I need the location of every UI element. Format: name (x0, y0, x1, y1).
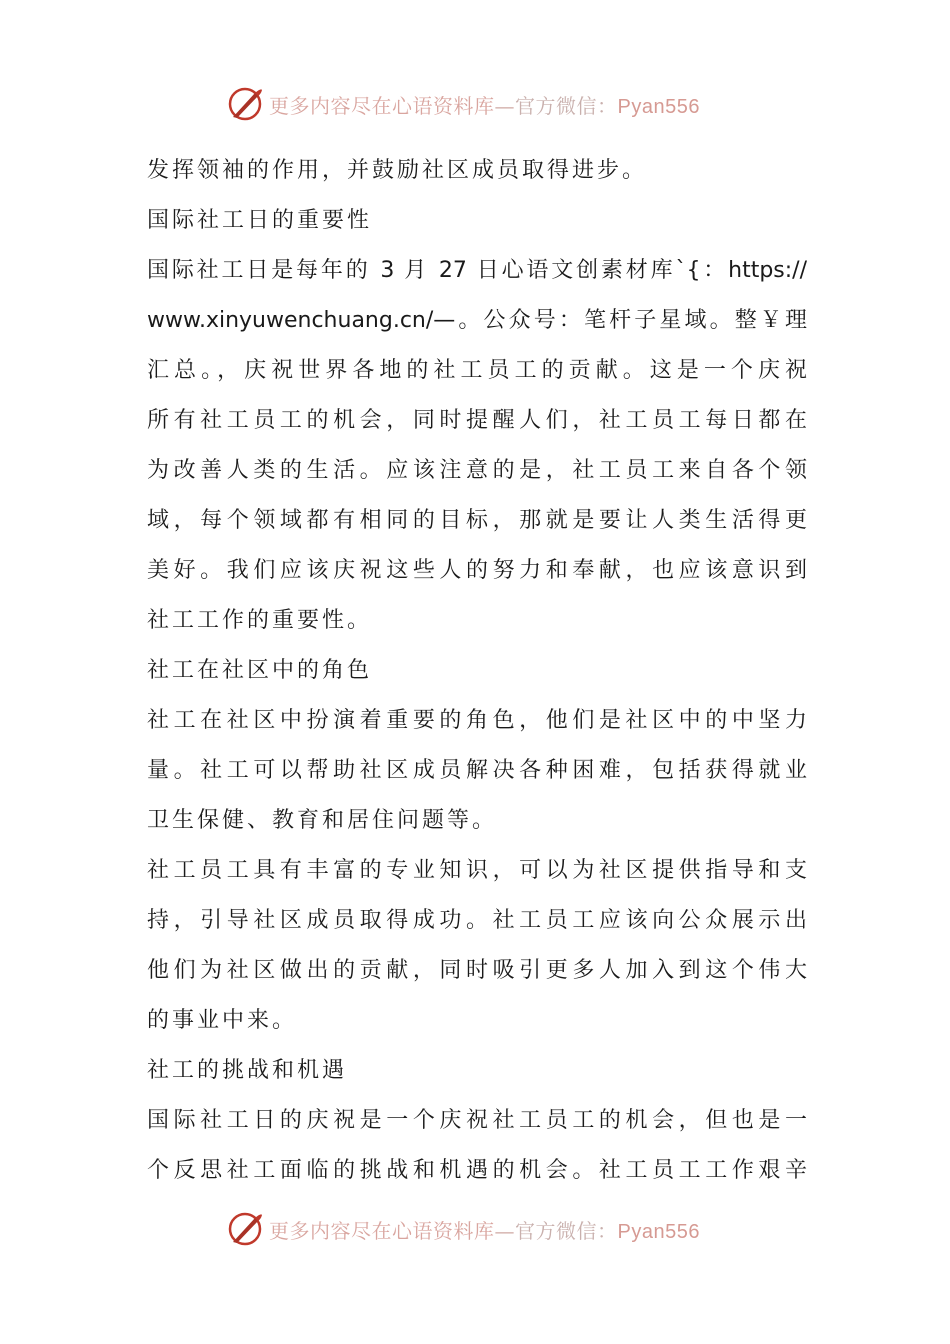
paragraph-line: 的事业中来。 (147, 1008, 298, 1033)
paragraph-line: 社工工作的重要性。 (147, 608, 373, 633)
paragraph-line: 社工在社区中扮演着重要的角色，他们是社区中的中坚力 (147, 708, 807, 733)
header-text (269, 90, 700, 119)
paragraph-line: 持，引导社区成员取得成功。社工员工应该向公众展示出 (147, 908, 807, 933)
header-wechat-id: Pyan556 (617, 95, 700, 118)
paragraph-line: 美好。我们应该庆祝这些人的努力和奉献，也应该意识到 (147, 558, 807, 583)
footer-text (269, 1215, 700, 1244)
footer-label: 官方微信： (515, 1218, 618, 1243)
paragraph-line: 为改善人类的生活。应该注意的是，社工员工来自各个领 (147, 458, 807, 483)
paragraph-line: 域，每个领域都有相同的目标，那就是要让人类生活得更 (147, 508, 807, 533)
header-label: 官方微信： (515, 93, 618, 118)
paragraph-line: 国际社工日是每年的 3 月 27 日心语文创素材库`{：https:// (147, 258, 807, 283)
footer-wechat-id: Pyan556 (617, 1220, 700, 1243)
header-banner (225, 82, 745, 126)
footer-banner (225, 1207, 745, 1251)
paragraph-line: 他们为社区做出的贡献，同时吸引更多人加入到这个伟大 (147, 958, 807, 983)
footer-separator: — (494, 1218, 515, 1243)
header-separator: — (494, 93, 515, 118)
paragraph-line: 所有社工员工的机会，同时提醒人们，社工员工每日都在 (147, 408, 807, 433)
paragraph-line: 个反思社工面临的挑战和机遇的机会。社工员工工作艰辛 (147, 1158, 807, 1183)
paragraph-line: 社工员工具有丰富的专业知识，可以为社区提供指导和支 (147, 858, 807, 883)
section-heading-role: 社工在社区中的角色 (147, 658, 373, 683)
section-heading-challenges: 社工的挑战和机遇 (147, 1058, 348, 1083)
document-body (147, 146, 807, 1196)
header-site: 更多内容尽在心语资料库 (269, 93, 495, 118)
paragraph-line: 国际社工日的庆祝是一个庆祝社工员工的机会，但也是一 (147, 1108, 807, 1133)
footer-site: 更多内容尽在心语资料库 (269, 1218, 495, 1243)
quill-logo-icon (225, 84, 265, 124)
paragraph-line: 量。社工可以帮助社区成员解决各种困难，包括获得就业 (147, 758, 807, 783)
section-heading-importance: 国际社工日的重要性 (147, 208, 373, 233)
paragraph-line: 卫生保健、教育和居住问题等。 (147, 808, 498, 833)
quill-logo-icon (225, 1209, 265, 1249)
paragraph-line: 发挥领袖的作用，并鼓励社区成员取得进步。 (147, 158, 648, 183)
paragraph-line: 汇总。，庆祝世界各地的社工员工的贡献。这是一个庆祝 (147, 358, 807, 383)
paragraph-line: www.xinyuwenchuang.cn/—。公众号：笔杆子星域。整￥理 (147, 308, 807, 333)
